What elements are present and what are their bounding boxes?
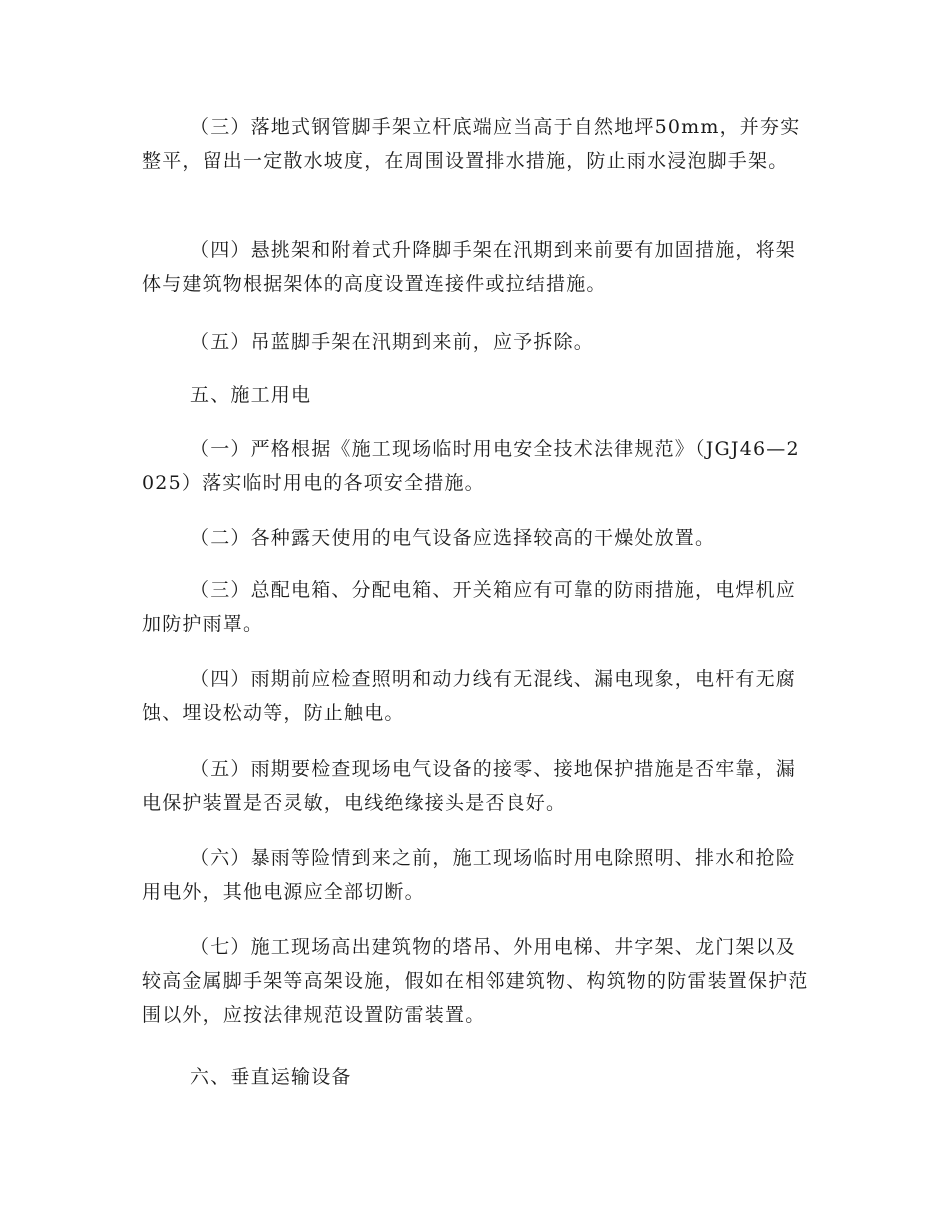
paragraph-temporary-power-standard: （一）严格根据《施工现场临时用电安全技术法律规范》（JGJ46—2025）落实临时用电的各项安全措施。 bbox=[142, 438, 800, 494]
paragraph-storm-power-cutoff: （六）暴雨等险情到来之前，施工现场临时用电除照明、排水和抢险用电外，其他电源应全部切断。 bbox=[142, 847, 797, 903]
paragraph-distribution-boxes: （三）总配电箱、分配电箱、开关箱应有可靠的防雨措施，电焊机应加防护雨罩。 bbox=[142, 579, 797, 635]
paragraph-lightning-protection: （七）施工现场高出建筑物的塔吊、外用电梯、井字架、龙门架以及较高金属脚手架等高架设施，假如在相邻建筑物、构筑物的防雷装置保护范围以外，应按法律规范设置防雷装置。 bbox=[142, 936, 809, 1026]
paragraph-line-inspection: （四）雨期前应检查照明和动力线有无混线、漏电现象，电杆有无腐蚀、埋设松动等，防止触电。 bbox=[142, 668, 797, 724]
section-heading-construction-power: 五、施工用电 bbox=[190, 384, 312, 406]
paragraph-hanging-scaffold: （五）吊蓝脚手架在汛期到来前，应予拆除。 bbox=[190, 331, 595, 353]
paragraph-outdoor-equipment: （二）各种露天使用的电气设备应选择较高的干燥处放置。 bbox=[190, 527, 716, 549]
paragraph-scaffold-ground: （三）落地式钢管脚手架立杆底端应当高于自然地坪50mm，并夯实整平，留出一定散水坡度，在周围设置排水措施，防止雨水浸泡脚手架。 bbox=[142, 116, 801, 172]
section-heading-vertical-transport: 六、垂直运输设备 bbox=[190, 1066, 352, 1088]
paragraph-cantilever-scaffold: （四）悬挑架和附着式升降脚手架在汛期到来前要有加固措施，将架体与建筑物根据架体的高度设置连接件或拉结措施。 bbox=[142, 239, 797, 295]
paragraph-grounding-check: （五）雨期要检查现场电气设备的接零、接地保护措施是否牢靠，漏电保护装置是否灵敏，电线绝缘接头是否良好。 bbox=[142, 758, 797, 814]
